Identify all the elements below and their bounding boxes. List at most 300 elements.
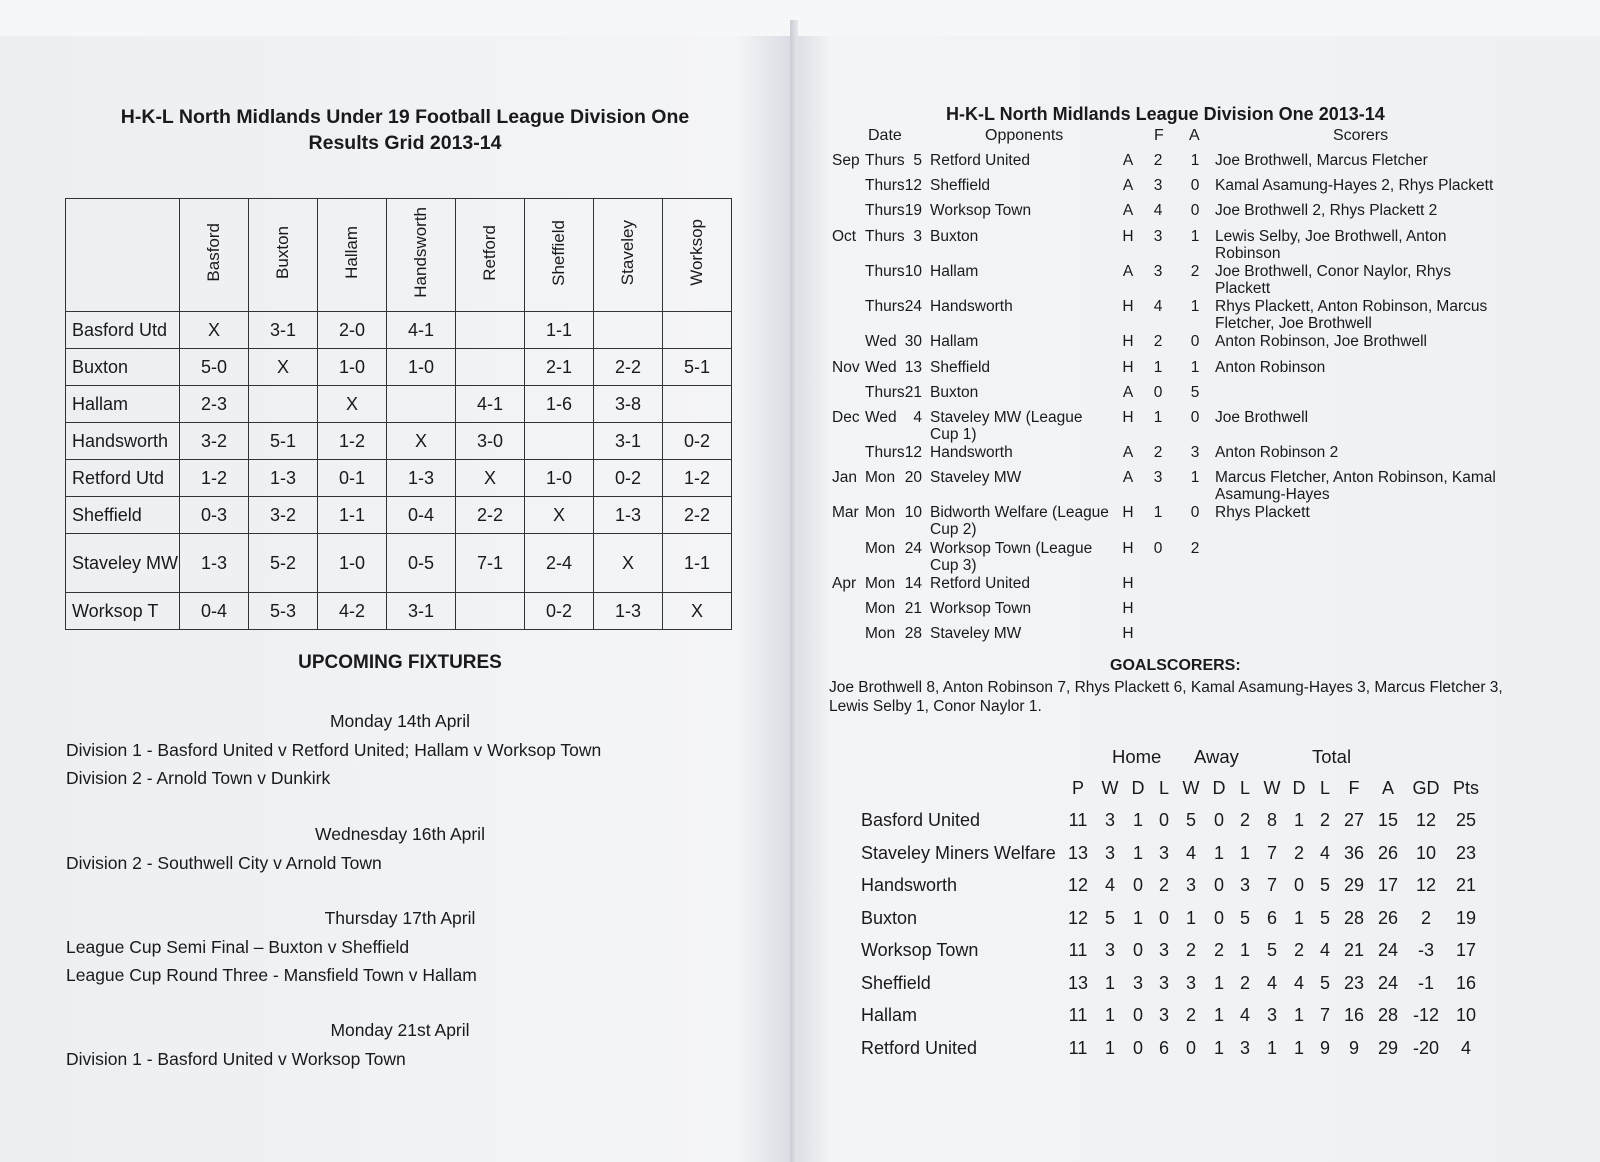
- grid-column-header: [180, 199, 249, 312]
- league-header: W: [1101, 778, 1119, 798]
- header-scorers: Scorers: [1333, 127, 1389, 144]
- league-value: 11: [1068, 1037, 1088, 1058]
- result-f: 4: [1153, 298, 1163, 315]
- result-f: 1: [1153, 504, 1163, 521]
- grid-score-cell: [249, 386, 318, 423]
- grid-row: [66, 534, 732, 593]
- grid-column-label: Hallam: [342, 226, 361, 279]
- league-team: Hallam: [861, 1005, 918, 1025]
- grid-column-label: Worksop: [687, 219, 706, 286]
- grid-score-cell: 1-0: [318, 534, 387, 593]
- grid-score-cell: 1-0: [525, 460, 594, 497]
- result-a: 1: [1190, 359, 1200, 376]
- league-value: 0: [1213, 875, 1224, 895]
- league-team: Sheffield: [861, 972, 931, 993]
- result-opp: Buxton: [930, 228, 979, 245]
- result-scorers: Rhys Plackett, Anton Robinson, Marcus Fletcher, Joe Brothwell: [1215, 298, 1488, 332]
- league-header: L: [1158, 778, 1169, 798]
- fixture-date: Monday 14th April: [329, 711, 471, 731]
- grid-column-label: Basford: [204, 223, 223, 282]
- grid-score-cell: 3-0: [456, 423, 525, 460]
- grid-score-cell: X: [456, 460, 525, 497]
- grid-score-cell: 1-1: [663, 534, 732, 593]
- league-value: 5: [1185, 810, 1196, 830]
- grid-score-cell: X: [318, 386, 387, 423]
- league-value: 1: [1293, 1005, 1304, 1025]
- result-opp: Sheffield: [930, 359, 991, 376]
- league-value: 3: [1104, 810, 1115, 830]
- fixture-line: Division 1 - Basford United v Retford United; Hallam v Worksop Town: [66, 740, 602, 760]
- result-month: Jan: [832, 469, 857, 486]
- grid-column-header: [456, 199, 525, 312]
- league-team: Buxton: [861, 907, 918, 928]
- result-opp: Staveley MW: [930, 625, 1022, 642]
- result-opp: Buxton: [930, 384, 979, 401]
- league-value: 6: [1266, 907, 1277, 928]
- grid-score-cell: [456, 593, 525, 630]
- result-f: 4: [1153, 202, 1163, 219]
- league-value: 11: [1068, 810, 1088, 830]
- results-grid-title: [60, 104, 750, 156]
- fixture-date: Monday 21st April: [330, 1020, 470, 1040]
- league-value: 12: [1067, 907, 1089, 928]
- league-value: 1: [1132, 907, 1143, 928]
- league-header: L: [1239, 778, 1250, 798]
- league-header: W: [1263, 778, 1281, 798]
- grid-row: [66, 593, 732, 630]
- league-value: 4: [1239, 1005, 1250, 1025]
- fixture-line: Division 1 - Basford United v Worksop Town: [66, 1049, 406, 1069]
- league-value: 27: [1343, 810, 1365, 830]
- league-value: 2: [1293, 842, 1304, 863]
- grid-score-cell: 1-0: [318, 349, 387, 386]
- grid-score-cell: 5-0: [180, 349, 249, 386]
- result-month: Nov: [832, 359, 860, 376]
- league-value: 3: [1185, 972, 1196, 993]
- result-day: Thurs: [865, 228, 905, 245]
- result-scorers: Lewis Selby, Joe Brothwell, Anton Robinson: [1215, 228, 1447, 262]
- grid-row-team: Handsworth: [66, 423, 180, 460]
- result-month: Mar: [832, 504, 859, 521]
- result-day: Mon: [865, 469, 896, 486]
- league-value: 0: [1132, 940, 1143, 960]
- league-value: 13: [1067, 972, 1089, 993]
- league-value: 3: [1104, 842, 1115, 863]
- league-header: L: [1319, 778, 1330, 798]
- result-day: Thurs: [865, 444, 905, 461]
- league-value: 4: [1185, 842, 1196, 863]
- league-team: Retford United: [861, 1037, 978, 1058]
- league-value: 3: [1158, 842, 1169, 863]
- league-value: 2: [1239, 810, 1250, 830]
- fixture-line: Division 2 - Southwell City v Arnold Town: [66, 853, 382, 873]
- result-day: Thurs: [865, 263, 905, 280]
- result-a: 0: [1190, 333, 1200, 350]
- result-f: 3: [1153, 263, 1163, 280]
- league-value: 3: [1158, 972, 1169, 993]
- grid-column-label: Retford: [480, 224, 499, 281]
- fixture-date: Wednesday 16th April: [315, 824, 485, 844]
- result-num: 24: [904, 540, 922, 557]
- result-day: Thurs: [865, 298, 905, 315]
- league-team: Staveley Miners Welfare: [861, 842, 1056, 863]
- league-value: 1: [1213, 1005, 1224, 1025]
- grid-row: [66, 349, 732, 386]
- result-opp: Handsworth: [930, 444, 1013, 461]
- result-a: 3: [1190, 444, 1200, 461]
- league-value: 21: [1455, 875, 1477, 895]
- league-header: D: [1131, 778, 1145, 798]
- league-value: 4: [1104, 875, 1115, 895]
- grid-score-cell: 1-3: [594, 497, 663, 534]
- league-value: 8: [1266, 810, 1277, 830]
- result-a: 1: [1190, 152, 1200, 169]
- league-header: Pts: [1452, 778, 1479, 798]
- grid-column-label: Handsworth: [411, 207, 430, 298]
- league-value: 0: [1158, 810, 1169, 830]
- league-value: 0: [1132, 875, 1143, 895]
- result-month: Sep: [832, 152, 860, 169]
- result-scorers: Joe Brothwell, Marcus Fletcher: [1215, 152, 1428, 169]
- league-value: 3: [1158, 940, 1169, 960]
- grid-row-team: Retford Utd: [66, 460, 180, 497]
- league-value: 0: [1213, 810, 1224, 830]
- grid-score-cell: 2-3: [180, 386, 249, 423]
- grid-row-team: Worksop T: [66, 593, 180, 630]
- result-month: Apr: [832, 575, 857, 592]
- result-ha: A: [1122, 152, 1134, 169]
- league-value: 2: [1319, 810, 1330, 830]
- league-value: 4: [1266, 972, 1277, 993]
- result-a: 1: [1190, 469, 1200, 486]
- result-ha: A: [1122, 263, 1134, 280]
- league-value: 12: [1415, 810, 1437, 830]
- result-num: 3: [913, 228, 922, 245]
- result-num: 21: [904, 384, 922, 401]
- result-ha: H: [1122, 228, 1134, 245]
- division-one-title: H-K-L North Midlands League Division One 2013-14: [946, 104, 1385, 124]
- grid-score-cell: 5-3: [249, 593, 318, 630]
- result-f: 2: [1153, 444, 1163, 461]
- result-a: 0: [1190, 504, 1200, 521]
- grid-score-cell: X: [594, 534, 663, 593]
- result-scorers: Kamal Asamung-Hayes 2, Rhys Plackett: [1215, 177, 1494, 194]
- league-value: 1: [1213, 972, 1224, 993]
- league-value: -12: [1412, 1005, 1439, 1025]
- league-value: 3: [1239, 1037, 1250, 1058]
- league-value: 11: [1068, 1005, 1088, 1025]
- result-ha: A: [1122, 444, 1134, 461]
- league-value: 28: [1377, 1005, 1399, 1025]
- result-opp: Hallam: [930, 333, 979, 350]
- fixture-date: Thursday 17th April: [324, 908, 476, 928]
- result-f: 3: [1153, 177, 1163, 194]
- scan-top-edge: [0, 0, 1600, 36]
- result-num: 10: [904, 263, 922, 280]
- grid-row-team: Basford Utd: [66, 312, 180, 349]
- league-value: 2: [1239, 972, 1250, 993]
- result-ha: A: [1122, 177, 1134, 194]
- league-value: 0: [1213, 907, 1224, 928]
- grid-score-cell: X: [180, 312, 249, 349]
- grid-score-cell: X: [249, 349, 318, 386]
- page-fold: [790, 20, 798, 1162]
- result-ha: H: [1122, 298, 1134, 315]
- result-a: 0: [1190, 409, 1200, 426]
- grid-score-cell: 3-1: [387, 593, 456, 630]
- league-value: 36: [1343, 842, 1365, 863]
- league-value: -1: [1417, 972, 1434, 993]
- league-value: 3: [1158, 1005, 1169, 1025]
- result-num: 10: [904, 504, 922, 521]
- result-num: 13: [904, 359, 922, 376]
- grid-row: [66, 497, 732, 534]
- results-grid-title-line1: H-K-L North Midlands Under 19 Football League Division One: [120, 106, 690, 128]
- grid-score-cell: 5-2: [249, 534, 318, 593]
- league-value: 23: [1455, 842, 1477, 863]
- league-value: 25: [1455, 810, 1477, 830]
- result-scorers: Anton Robinson, Joe Brothwell: [1215, 333, 1427, 350]
- grid-score-cell: [594, 312, 663, 349]
- league-value: 11: [1068, 940, 1088, 960]
- grid-score-cell: 0-4: [387, 497, 456, 534]
- result-num: 20: [904, 469, 922, 486]
- league-header: F: [1348, 778, 1360, 798]
- grid-score-cell: 5-1: [249, 423, 318, 460]
- result-scorers: Joe Brothwell: [1215, 409, 1309, 426]
- grid-score-cell: 1-3: [594, 593, 663, 630]
- league-value: 2: [1293, 940, 1304, 960]
- league-value: 24: [1377, 940, 1399, 960]
- header-against: A: [1189, 127, 1200, 144]
- result-day: Wed: [865, 359, 897, 376]
- grid-score-cell: 3-8: [594, 386, 663, 423]
- league-value: 24: [1377, 972, 1399, 993]
- grid-score-cell: 1-2: [318, 423, 387, 460]
- fixture-line: League Cup Semi Final – Buxton v Sheffield: [66, 937, 410, 957]
- result-ha: A: [1122, 202, 1134, 219]
- fixture-line: Division 2 - Arnold Town v Dunkirk: [66, 768, 331, 788]
- league-value: -20: [1412, 1037, 1439, 1058]
- result-ha: H: [1122, 600, 1134, 617]
- league-value: 0: [1185, 1037, 1196, 1058]
- grid-score-cell: 2-0: [318, 312, 387, 349]
- result-f: 3: [1153, 469, 1163, 486]
- league-value: 1: [1293, 810, 1304, 830]
- league-value: 2: [1185, 940, 1196, 960]
- league-value: 0: [1158, 907, 1169, 928]
- grid-score-cell: 2-1: [525, 349, 594, 386]
- league-value: 13: [1067, 842, 1089, 863]
- league-group-total: Total: [1312, 746, 1352, 767]
- grid-score-cell: 4-2: [318, 593, 387, 630]
- result-month: Dec: [832, 409, 860, 426]
- result-num: 19: [904, 202, 922, 219]
- result-opp: Hallam: [930, 263, 979, 280]
- league-value: 7: [1266, 875, 1277, 895]
- grid-score-cell: 2-2: [663, 497, 732, 534]
- result-ha: H: [1122, 540, 1134, 557]
- league-value: 3: [1104, 940, 1115, 960]
- result-f: 2: [1153, 333, 1163, 350]
- result-day: Thurs: [865, 202, 905, 219]
- league-value: 1: [1213, 842, 1224, 863]
- league-group-home: Home: [1112, 746, 1162, 767]
- league-group-away: Away: [1194, 746, 1239, 767]
- league-value: 3: [1185, 875, 1196, 895]
- grid-score-cell: 3-1: [249, 312, 318, 349]
- league-value: 1: [1239, 842, 1250, 863]
- grid-score-cell: 1-3: [180, 534, 249, 593]
- result-ha: H: [1122, 504, 1134, 521]
- result-a: 0: [1190, 177, 1200, 194]
- grid-score-cell: 3-2: [249, 497, 318, 534]
- league-value: 1: [1293, 907, 1304, 928]
- grid-row: [66, 423, 732, 460]
- grid-column-header: [387, 199, 456, 312]
- grid-score-cell: 1-1: [318, 497, 387, 534]
- result-day: Wed: [865, 333, 897, 350]
- grid-score-cell: 2-2: [456, 497, 525, 534]
- grid-score-cell: 1-3: [249, 460, 318, 497]
- league-value: 1: [1132, 810, 1143, 830]
- grid-score-cell: 0-1: [318, 460, 387, 497]
- result-num: 24: [904, 298, 922, 315]
- result-opp: Staveley MW (League Cup 1): [930, 409, 1083, 443]
- header-opponents: Opponents: [985, 127, 1064, 144]
- result-day: Mon: [865, 625, 896, 642]
- league-value: 1: [1104, 1005, 1115, 1025]
- result-scorers: Rhys Plackett: [1215, 504, 1310, 521]
- result-scorers: Marcus Fletcher, Anton Robinson, Kamal Asamung-Hayes: [1215, 469, 1496, 503]
- result-num: 5: [913, 152, 922, 169]
- result-scorers: Joe Brothwell, Conor Naylor, Rhys Plackett: [1215, 263, 1452, 297]
- result-a: 1: [1190, 298, 1200, 315]
- result-opp: Staveley MW: [930, 469, 1022, 486]
- result-f: 0: [1153, 540, 1163, 557]
- result-day: Mon: [865, 575, 896, 592]
- result-day: Thurs: [865, 177, 905, 194]
- league-value: 10: [1455, 1005, 1477, 1025]
- league-value: 16: [1455, 972, 1477, 993]
- header-for: F: [1154, 127, 1164, 144]
- grid-score-cell: 0-3: [180, 497, 249, 534]
- league-value: 5: [1239, 907, 1250, 928]
- grid-corner: [66, 199, 180, 312]
- grid-score-cell: [387, 386, 456, 423]
- league-value: 17: [1377, 875, 1399, 895]
- grid-score-cell: X: [525, 497, 594, 534]
- league-value: 4: [1293, 972, 1304, 993]
- grid-score-cell: 3-2: [180, 423, 249, 460]
- result-day: Wed: [865, 409, 897, 426]
- grid-column-header: [525, 199, 594, 312]
- result-ha: H: [1122, 409, 1134, 426]
- result-f: 1: [1153, 409, 1163, 426]
- league-value: 5: [1319, 907, 1330, 928]
- grid-row: [66, 312, 732, 349]
- result-a: 2: [1190, 263, 1200, 280]
- league-value: 1: [1239, 940, 1250, 960]
- result-num: 14: [904, 575, 922, 592]
- league-value: 15: [1377, 810, 1399, 830]
- league-value: -3: [1417, 940, 1434, 960]
- result-ha: H: [1122, 625, 1134, 642]
- result-opp: Worksop Town (League Cup 3): [930, 540, 1093, 574]
- grid-column-label: Buxton: [273, 226, 292, 279]
- league-value: 28: [1343, 907, 1365, 928]
- grid-row: [66, 460, 732, 497]
- league-value: 1: [1104, 1037, 1115, 1058]
- grid-score-cell: [525, 423, 594, 460]
- grid-score-cell: 1-0: [387, 349, 456, 386]
- header-date: Date: [868, 127, 902, 144]
- league-value: 3: [1132, 972, 1143, 993]
- league-value: 3: [1266, 1005, 1277, 1025]
- grid-score-cell: 5-1: [663, 349, 732, 386]
- league-value: 2: [1185, 1005, 1196, 1025]
- result-f: 0: [1153, 384, 1163, 401]
- grid-score-cell: X: [663, 593, 732, 630]
- league-value: 7: [1266, 842, 1277, 863]
- result-opp: Handsworth: [930, 298, 1013, 315]
- league-value: 9: [1348, 1037, 1359, 1058]
- league-value: 12: [1415, 875, 1437, 895]
- league-value: 9: [1319, 1037, 1330, 1058]
- league-team: Handsworth: [861, 875, 958, 895]
- grid-score-cell: 2-4: [525, 534, 594, 593]
- result-opp: Worksop Town: [930, 600, 1032, 617]
- grid-column-label: Staveley: [618, 219, 637, 286]
- grid-column-label: Sheffield: [549, 219, 568, 286]
- result-opp: Bidworth Welfare (League Cup 2): [930, 504, 1109, 538]
- result-scorers: Anton Robinson: [1215, 359, 1326, 376]
- league-value: 1: [1293, 1037, 1304, 1058]
- result-day: Mon: [865, 504, 896, 521]
- league-value: 0: [1132, 1037, 1143, 1058]
- league-value: 2: [1213, 940, 1224, 960]
- grid-score-cell: 0-2: [594, 460, 663, 497]
- league-value: 12: [1067, 875, 1089, 895]
- grid-score-cell: 3-1: [594, 423, 663, 460]
- result-ha: H: [1122, 359, 1134, 376]
- league-value: 1: [1132, 842, 1143, 863]
- result-scorers: Joe Brothwell 2, Rhys Plackett 2: [1215, 202, 1438, 219]
- grid-row-team: Buxton: [66, 349, 180, 386]
- grid-column-header: [318, 199, 387, 312]
- grid-score-cell: 1-2: [180, 460, 249, 497]
- result-ha: A: [1122, 469, 1134, 486]
- result-num: 21: [904, 600, 922, 617]
- grid-score-cell: 1-1: [525, 312, 594, 349]
- league-value: 1: [1185, 907, 1196, 928]
- league-value: 16: [1343, 1005, 1365, 1025]
- league-value: 26: [1377, 842, 1399, 863]
- league-header: GD: [1412, 778, 1440, 798]
- grid-score-cell: 1-3: [387, 460, 456, 497]
- league-value: 29: [1377, 1037, 1399, 1058]
- result-day: Thurs: [865, 384, 905, 401]
- league-value: 29: [1343, 875, 1365, 895]
- grid-row: [66, 386, 732, 423]
- results-grid-table: [65, 198, 732, 630]
- league-value: 21: [1343, 940, 1365, 960]
- grid-score-cell: 1-6: [525, 386, 594, 423]
- league-value: 1: [1104, 972, 1115, 993]
- grid-score-cell: [456, 312, 525, 349]
- league-header: P: [1071, 778, 1084, 798]
- result-num: 4: [913, 409, 922, 426]
